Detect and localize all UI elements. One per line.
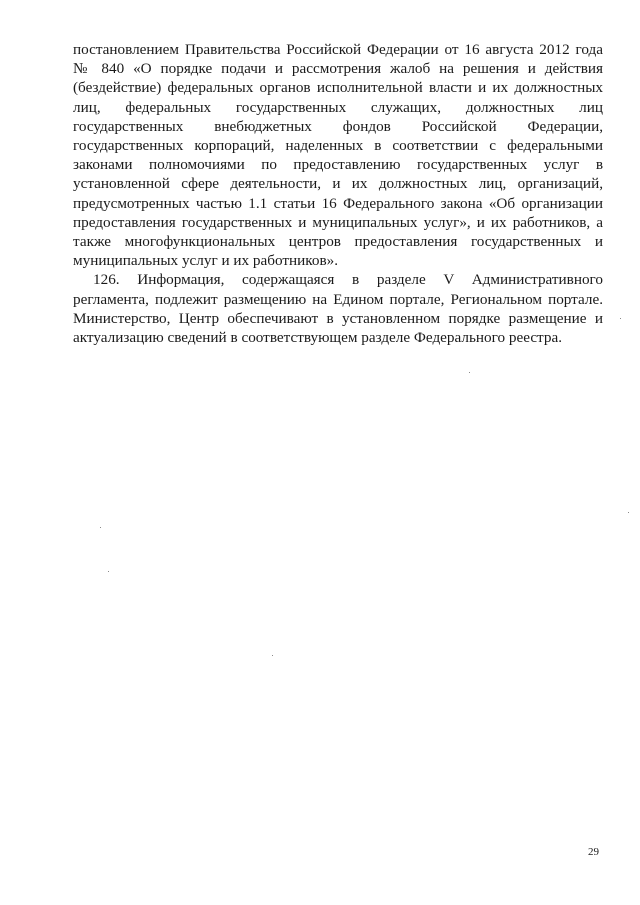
scan-artifact	[272, 655, 273, 656]
scan-artifact	[628, 512, 629, 513]
text-line: регламента, подлежит размещению на Едином портале, Региональном портале.	[73, 290, 603, 308]
text-line: государственных внебюджетных фондов Российской Федерации,	[73, 117, 603, 135]
text-line: 126. Информация, содержащаяся в разделе V Административного	[93, 271, 603, 289]
text-line: законами полномочиями по предоставлению государственных услуг в	[73, 156, 603, 174]
text-line: предоставления государственных и муниципальных услуг», и их работников, а	[73, 213, 603, 231]
text-line: постановлением Правительства Российской Федерации от 16 августа 2012 года	[73, 41, 603, 58]
text-line: предусмотренных частью 1.1 статьи 16 Федерального закона «Об организации	[73, 194, 603, 212]
paragraph-126	[73, 270, 603, 347]
text-line: № 840 «О порядке подачи и рассмотрения жалоб на решения и действия	[73, 60, 603, 78]
text-line: актуализацию сведений в соответствующем разделе Федерального реестра.	[73, 329, 563, 347]
text-line: муниципальных услуг и их работников».	[73, 252, 339, 270]
text-line: государственных корпораций, наделенных в соответствии с федеральными	[73, 137, 603, 155]
document-body	[73, 40, 603, 347]
text-line: также многофункциональных центров предоставления государственных и	[73, 233, 603, 251]
page-number: 29	[588, 846, 599, 858]
text-line: (бездействие) федеральных органов исполнительной власти и их должностных	[73, 79, 603, 97]
text-line: лиц, федеральных государственных служащих, должностных лиц	[73, 98, 603, 116]
paragraph-continuation	[73, 40, 603, 270]
scan-artifact	[469, 372, 470, 373]
text-line: Министерство, Центр обеспечивают в установленном порядке размещение и	[73, 309, 603, 327]
text-line: установленной сфере деятельности, и их должностных лиц, организаций,	[73, 175, 603, 193]
scan-artifact	[620, 318, 621, 319]
scan-artifact	[108, 571, 109, 572]
scan-artifact	[100, 527, 101, 528]
